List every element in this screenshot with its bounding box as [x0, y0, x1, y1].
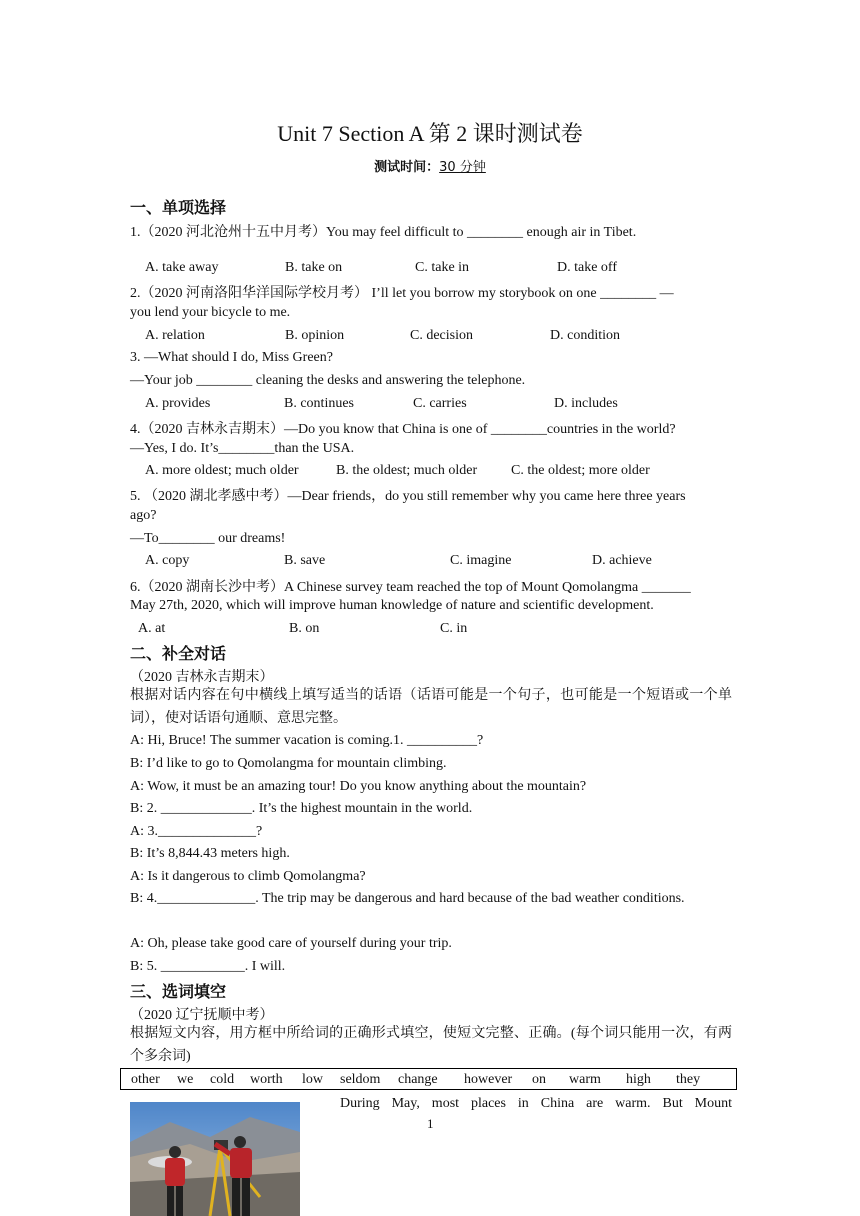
question-stem: —Yes, I do. It’s________than the USA. [130, 441, 355, 456]
question-stem: 2.（2020 河南洛阳华洋国际学校月考） I’ll let you borrow my storybook on one ________ — [130, 286, 674, 301]
dialogue-line: B: 2. _____________. It’s the highest mountain in the world. [130, 801, 473, 816]
dialogue-line: A: Oh, please take good care of yourself during your trip. [130, 936, 452, 951]
question-option: A. provides [145, 396, 211, 411]
question-stem: May 27th, 2020, which will improve human knowledge of nature and scientific development. [130, 598, 654, 613]
word-bank-item: seldom [340, 1072, 381, 1087]
dialogue-line: A: 3.______________? [130, 824, 263, 839]
question-option: C. decision [410, 328, 473, 343]
question-option: B. take on [285, 260, 343, 275]
dialogue-line: A: Is it dangerous to climb Qomolangma? [130, 869, 366, 884]
question-stem: 3. —What should I do, Miss Green? [130, 350, 333, 365]
question-option: A. relation [145, 328, 205, 343]
question-option: C. the oldest; more older [511, 463, 650, 478]
question-option: A. at [138, 621, 166, 636]
word-bank-item: low [302, 1072, 323, 1087]
question-option: B. on [289, 621, 320, 636]
question-option: B. save [284, 553, 326, 568]
question-option: B. continues [284, 396, 354, 411]
section-heading-1: 一、单项选择 [130, 198, 227, 217]
question-stem: you lend your bicycle to me. [130, 305, 291, 320]
test-time-label: 测试时间： [374, 160, 440, 175]
question-option: B. opinion [285, 328, 345, 343]
question-option: A. more oldest; much older [145, 463, 299, 478]
dialogue-line: B: It’s 8,844.43 meters high. [130, 846, 290, 861]
question-stem: 6.（2020 湖南长沙中考）A Chinese survey team reached the top of Mount Qomolangma _______ [130, 580, 691, 595]
word-bank-item: however [464, 1072, 513, 1087]
word-bank-item: we [177, 1072, 194, 1087]
page-title: Unit 7 Section A 第 2 课时测试卷 [277, 121, 583, 146]
word-bank-item: cold [210, 1072, 235, 1087]
question-stem: ago? [130, 508, 157, 523]
question-option: C. imagine [450, 553, 512, 568]
section-heading-2: 二、补全对话 [130, 644, 227, 663]
word-bank-item: worth [250, 1072, 283, 1087]
question-option: D. condition [550, 328, 620, 343]
passage-text: During May, most places in China are warm. But Mount [340, 1096, 732, 1111]
word-bank-item: other [131, 1072, 160, 1087]
question-option: A. take away [145, 260, 219, 275]
question-option: B. the oldest; much older [336, 463, 478, 478]
word-bank-item: change [398, 1072, 438, 1087]
question-stem: 5. （2020 湖北孝感中考）—Dear friends，do you still remember why you came here three years [130, 489, 686, 504]
dialogue-line: A: Wow, it must be an amazing tour! Do you know anything about the mountain? [130, 779, 587, 794]
word-bank-item: on [532, 1072, 546, 1087]
question-option: A. copy [145, 553, 190, 568]
dialogue-line: B: 5. ____________. I will. [130, 959, 286, 974]
word-bank [120, 1068, 737, 1090]
dialogue-line: B: I’d like to go to Qomolangma for mountain climbing. [130, 756, 447, 771]
climbers-photo [130, 1102, 300, 1216]
word-bank-item: warm [569, 1072, 601, 1087]
question-option: D. take off [557, 260, 617, 275]
question-stem: —Your job ________ cleaning the desks and answering the telephone. [130, 373, 526, 388]
test-time-value: 30 分钟 [439, 160, 486, 175]
section-source: （2020 辽宁抚顺中考） [130, 1008, 274, 1023]
section-heading-3: 三、选词填空 [130, 982, 227, 1001]
word-bank-item: they [676, 1072, 701, 1087]
question-option: C. in [440, 621, 468, 636]
page-number: 1 [427, 1116, 434, 1131]
question-option: C. carries [413, 396, 467, 411]
question-stem: 4.（2020 吉林永吉期末）—Do you know that China is one of ________countries in the world? [130, 422, 676, 437]
section-instruction: 根据短文内容，用方框中所给词的正确形式填空，使短文完整、正确。(每个词只能用一次，有两个多余词) [130, 1026, 732, 1064]
question-option: C. take in [415, 260, 470, 275]
test-time [0, 156, 860, 175]
section-instruction: 根据对话内容在句中横线上填写适当的话语（话语可能是一个句子，也可能是一个短语或一个单词），使对话语句通顺、意思完整。 [130, 688, 732, 726]
section-source: （2020 吉林永吉期末） [130, 670, 274, 685]
word-bank-item: high [626, 1072, 651, 1087]
question-stem: 1.（2020 河北沧州十五中月考）You may feel difficult to ________ enough air in Tibet. [130, 225, 637, 240]
question-stem: —To________ our dreams! [130, 531, 286, 546]
dialogue-line: A: Hi, Bruce! The summer vacation is coming.1. __________? [130, 733, 484, 748]
question-option: D. includes [554, 396, 618, 411]
question-option: D. achieve [592, 553, 652, 568]
dialogue-line: B: 4.______________. The trip may be dangerous and hard because of the bad weather conditions. [130, 891, 685, 906]
